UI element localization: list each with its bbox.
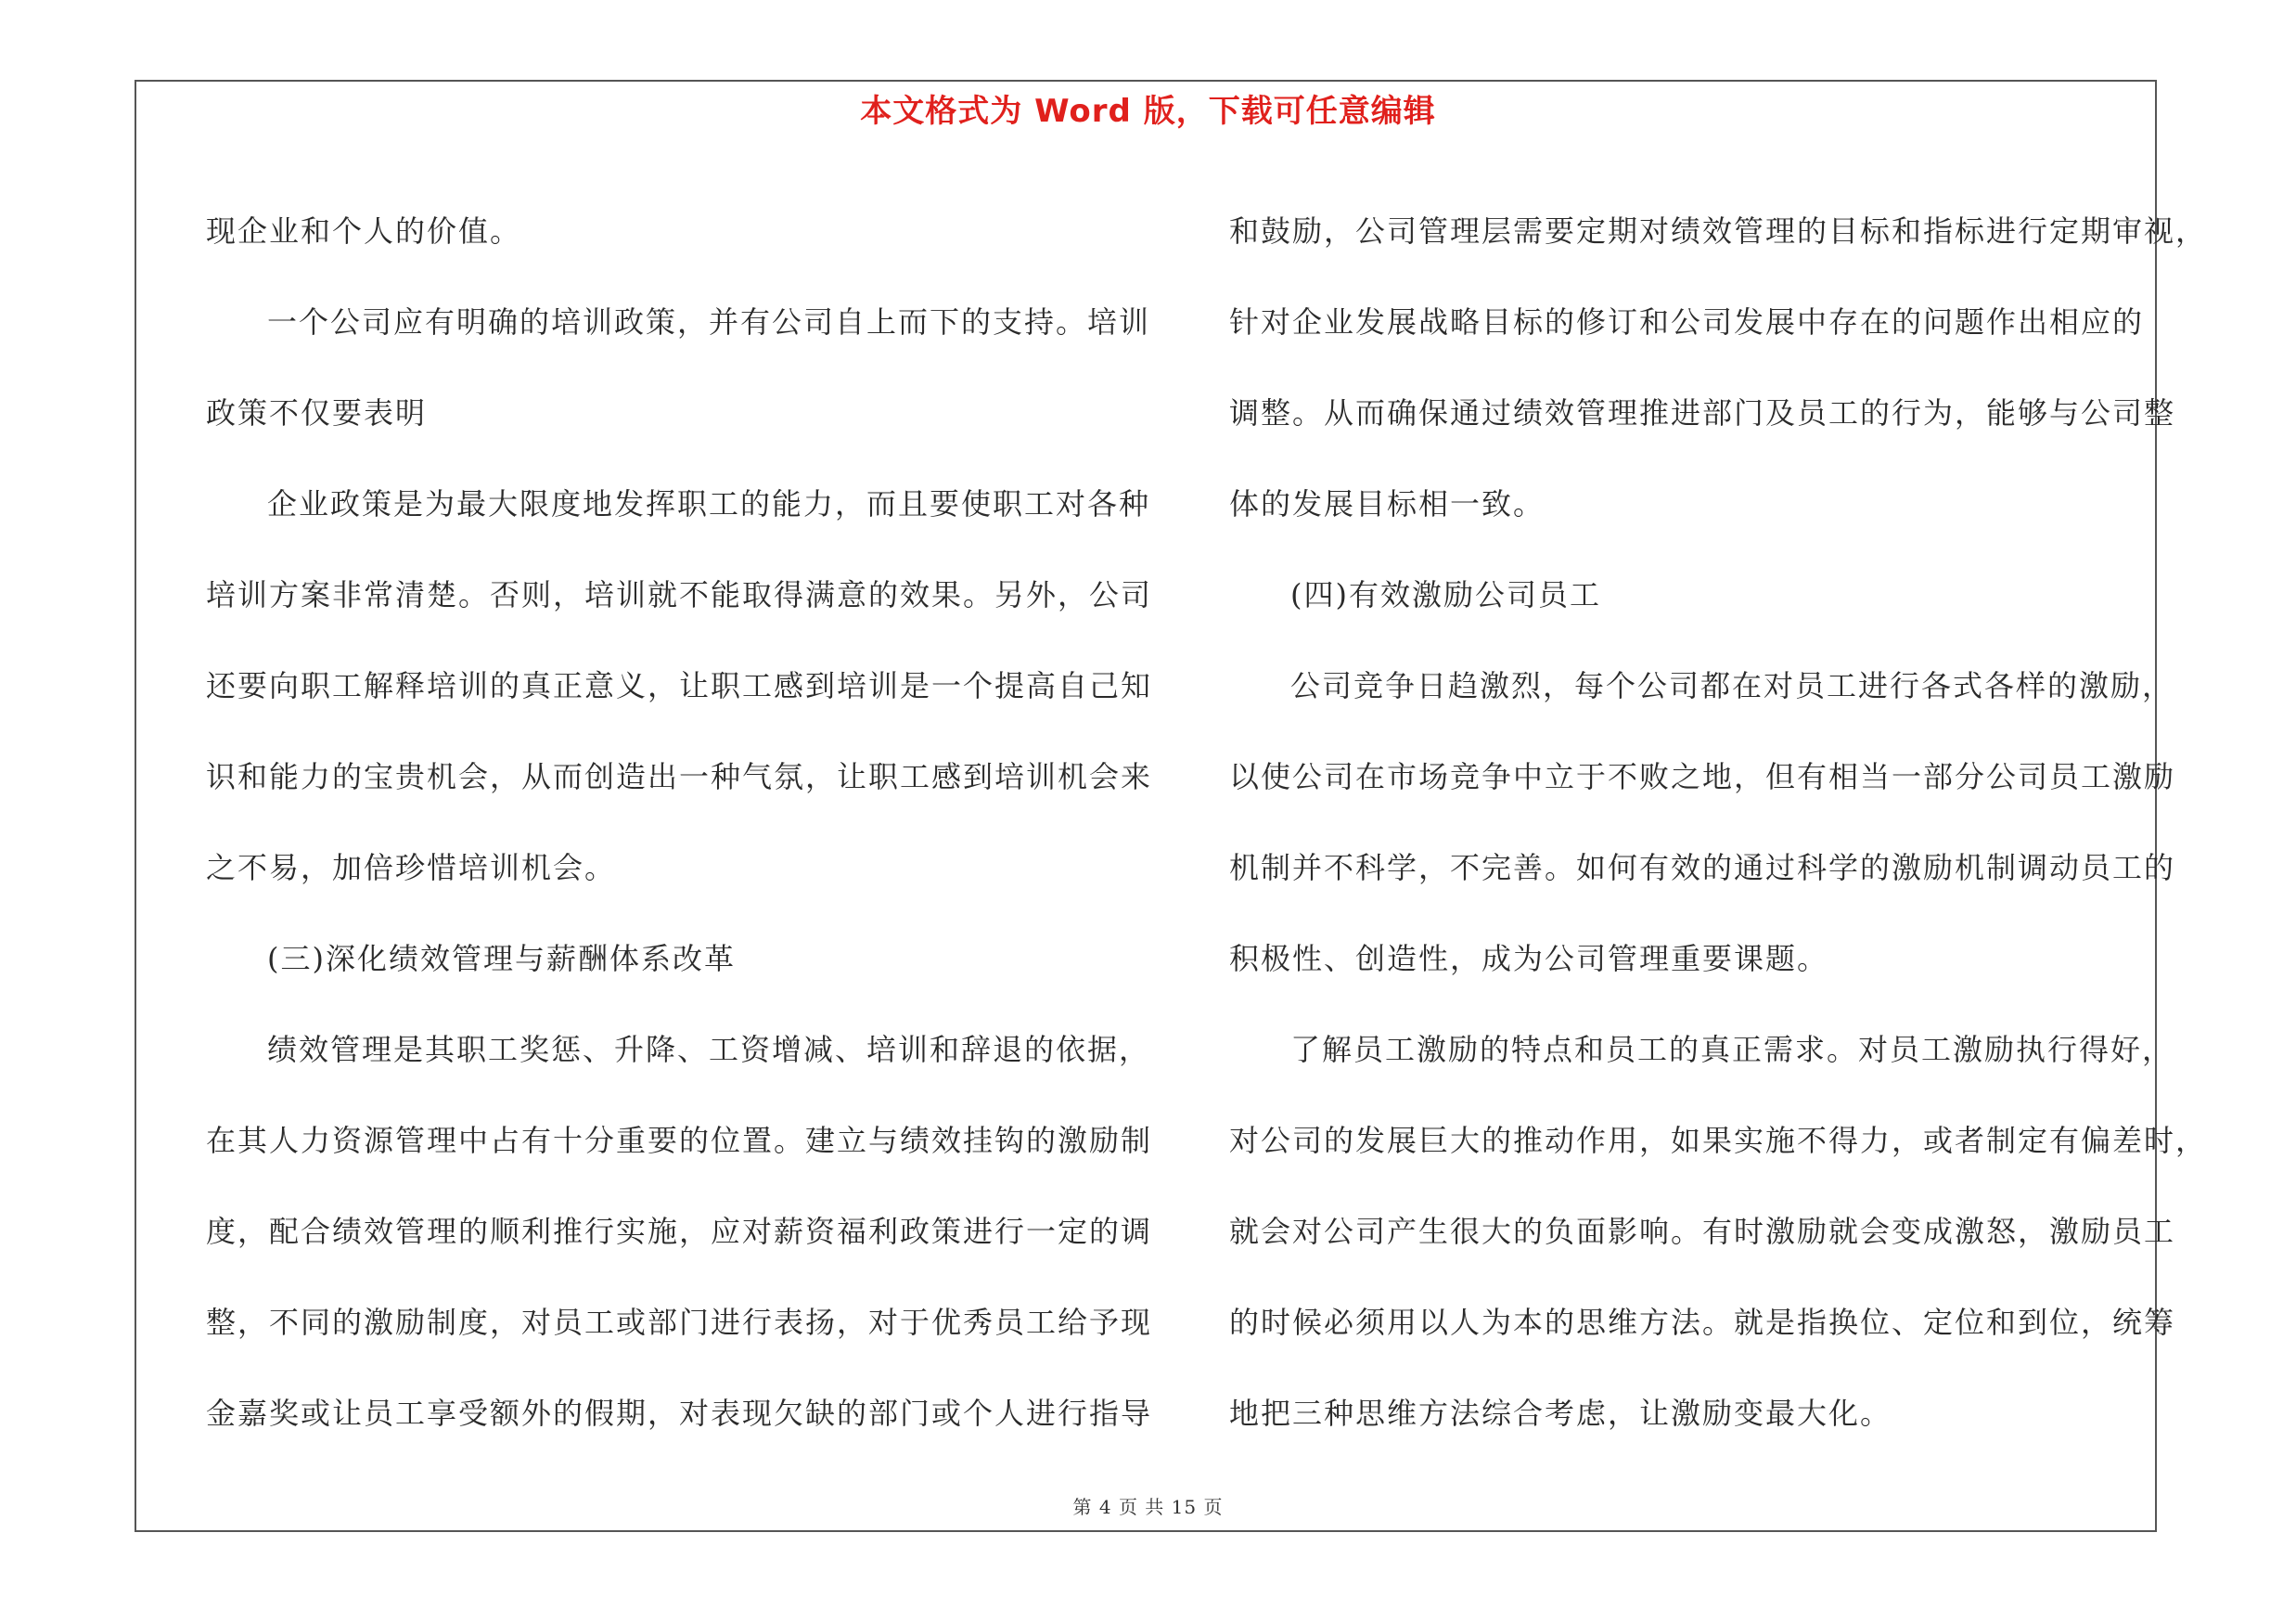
- paragraph-line: 政策不仅要表明: [206, 395, 428, 431]
- paragraph-line: 度，配合绩效管理的顺利推行实施，应对薪资福利政策进行一定的调: [206, 1214, 1153, 1249]
- paragraph-line: 之不易，加倍珍惜培训机会。: [206, 850, 617, 885]
- paragraph-line: (四)有效激励公司员工: [1290, 577, 1601, 612]
- right-text-column: [1229, 186, 2208, 1459]
- page-number-footer: 第 4 页 共 15 页: [1072, 1496, 1224, 1518]
- format-notice-banner: 本文格式为 Word 版，下载可任意编辑: [860, 93, 1436, 130]
- paragraph-line: 识和能力的宝贵机会，从而创造出一种气氛，让职工感到培训机会来: [206, 759, 1153, 794]
- left-text-column: [206, 186, 1153, 1459]
- paragraph-line: 地把三种思维方法综合考虑，让激励变最大化。: [1229, 1396, 1892, 1431]
- paragraph-line: 和鼓励，公司管理层需要定期对绩效管理的目标和指标进行定期审视，: [1229, 213, 2208, 249]
- paragraph-line: (三)深化绩效管理与薪酬体系改革: [267, 941, 736, 976]
- paragraph-line: 体的发展目标相一致。: [1229, 486, 1546, 522]
- paragraph-line: 培训方案非常清楚。否则，培训就不能取得满意的效果。另外，公司: [206, 577, 1153, 612]
- paragraph-line: 就会对公司产生很大的负面影响。有时激励就会变成激怒，激励员工: [1229, 1214, 2176, 1249]
- paragraph-line: 金嘉奖或让员工享受额外的假期，对表现欠缺的部门或个人进行指导: [206, 1396, 1153, 1431]
- paragraph-line: 以使公司在市场竞争中立于不败之地，但有相当一部分公司员工激励: [1229, 759, 2176, 794]
- paragraph-line: 整，不同的激励制度，对员工或部门进行表扬，对于优秀员工给予现: [206, 1305, 1153, 1340]
- paragraph-line: 绩效管理是其职工奖惩、升降、工资增减、培训和辞退的依据，: [267, 1032, 1151, 1067]
- paragraph-line: 公司竞争日趋激烈，每个公司都在对员工进行各式各样的激励，: [1290, 668, 2174, 703]
- paragraph-line: 积极性、创造性，成为公司管理重要课题。: [1229, 941, 1829, 976]
- paragraph-line: 企业政策是为最大限度地发挥职工的能力，而且要使职工对各种: [267, 486, 1151, 522]
- paragraph-line: 针对企业发展战略目标的修订和公司发展中存在的问题作出相应的: [1229, 304, 2145, 340]
- paragraph-line: 在其人力资源管理中占有十分重要的位置。建立与绩效挂钩的激励制: [206, 1123, 1153, 1158]
- paragraph-line: 还要向职工解释培训的真正意义，让职工感到培训是一个提高自己知: [206, 668, 1153, 703]
- paragraph-line: 了解员工激励的特点和员工的真正需求。对员工激励执行得好，: [1290, 1032, 2174, 1067]
- paragraph-line: 机制并不科学，不完善。如何有效的通过科学的激励机制调动员工的: [1229, 850, 2176, 885]
- paragraph-line: 调整。从而确保通过绩效管理推进部门及员工的行为，能够与公司整: [1229, 395, 2176, 431]
- paragraph-line: 现企业和个人的价值。: [206, 213, 522, 249]
- paragraph-line: 的时候必须用以人为本的思维方法。就是指换位、定位和到位，统筹: [1229, 1305, 2176, 1340]
- paragraph-line: 对公司的发展巨大的推动作用，如果实施不得力，或者制定有偏差时，: [1229, 1123, 2208, 1158]
- paragraph-line: 一个公司应有明确的培训政策，并有公司自上而下的支持。培训: [267, 304, 1151, 340]
